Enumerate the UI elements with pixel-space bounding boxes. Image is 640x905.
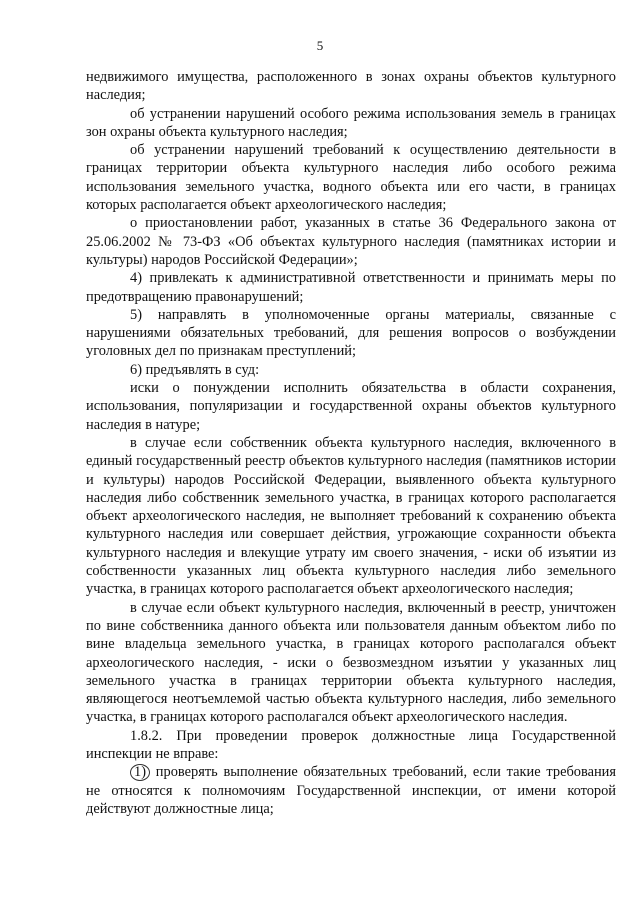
paragraph-last-item — [86, 763, 616, 818]
paragraph: о приостановлении работ, указанных в статье 36 Федерального закона от 25.06.2002 № 73-ФЗ «Об объектах культурного наследия (памятниках истории и культуры) народов Российской Федерации»; — [86, 215, 616, 268]
circled-item-marker: 1) — [130, 764, 150, 781]
paragraph: 6) предъявлять в суд: — [130, 361, 260, 378]
paragraph: 5) направлять в уполномоченные органы материалы, связанные с нарушениями обязательных требований, для решения вопросов о возбуждении уголовных дел по признакам преступлений; — [86, 306, 616, 360]
paragraph: 4) привлекать к административной ответственности и принимать меры по предотвращению правонарушений; — [86, 270, 616, 305]
paragraph: об устранении нарушений требований к осуществлению деятельности в границах территории объекта культурного наследия либо особого режима использования земельного участка, водного объекта или его части, в границах которых располагается объект археологического наследия; — [86, 142, 616, 214]
paragraph: 1.8.2. При проведении проверок должностные лица Государственной инспекции не вправе: — [86, 727, 616, 762]
item-text: проверять выполнение обязательных требований, если такие требования не относятся к полномочиям Государственной инспекции, от имени которой действуют должностные лица; — [86, 764, 616, 817]
paragraph: об устранении нарушений особого режима использования земель в границах зон охраны объекта культурного наследия; — [86, 105, 616, 140]
page-number: 5 — [316, 38, 324, 53]
paragraph: в случае если собственник объекта культурного наследия, включенного в единый государственный реестр объектов культурного наследия (памятников истории и культуры) народов Российской Федерации, выявленного объекта культурного наследия либо собственник земельного участка, в границах которого располагается объект археологического наследия, не выполняет требований к сохранению объекта культурного наследия или совершает действия, угрожающие сохранности объекта культурного наследия и влекущие утрату им своего значения, - иски об изъятии из собственности указанных лиц объекта культурного наследия либо земельного участка, в границах которого располагается объект археологического наследия; — [86, 434, 616, 598]
paragraph: недвижимого имущества, расположенного в зонах охраны объектов культурного наследия; — [86, 69, 616, 104]
paragraph: в случае если объект культурного наследия, включенный в реестр, уничтожен по вине собственника данного объекта или пользователя данным объектом либо по вине владельца земельного участка, в границах которого располагался объект археологического наследия, - иски о безвозмездном изъятии у указанных лиц земельного участка в границах территории объекта культурного наследия, являющегося неотъемлемой частью объекта культурного наследия, либо земельного участка, в границах которого располагался объект археологического наследия. — [86, 599, 616, 726]
paragraph: иски о понуждении исполнить обязательства в области сохранения, использования, популяризации и государственной охраны объектов культурного наследия в натуре; — [86, 380, 616, 433]
document-body — [86, 68, 616, 818]
